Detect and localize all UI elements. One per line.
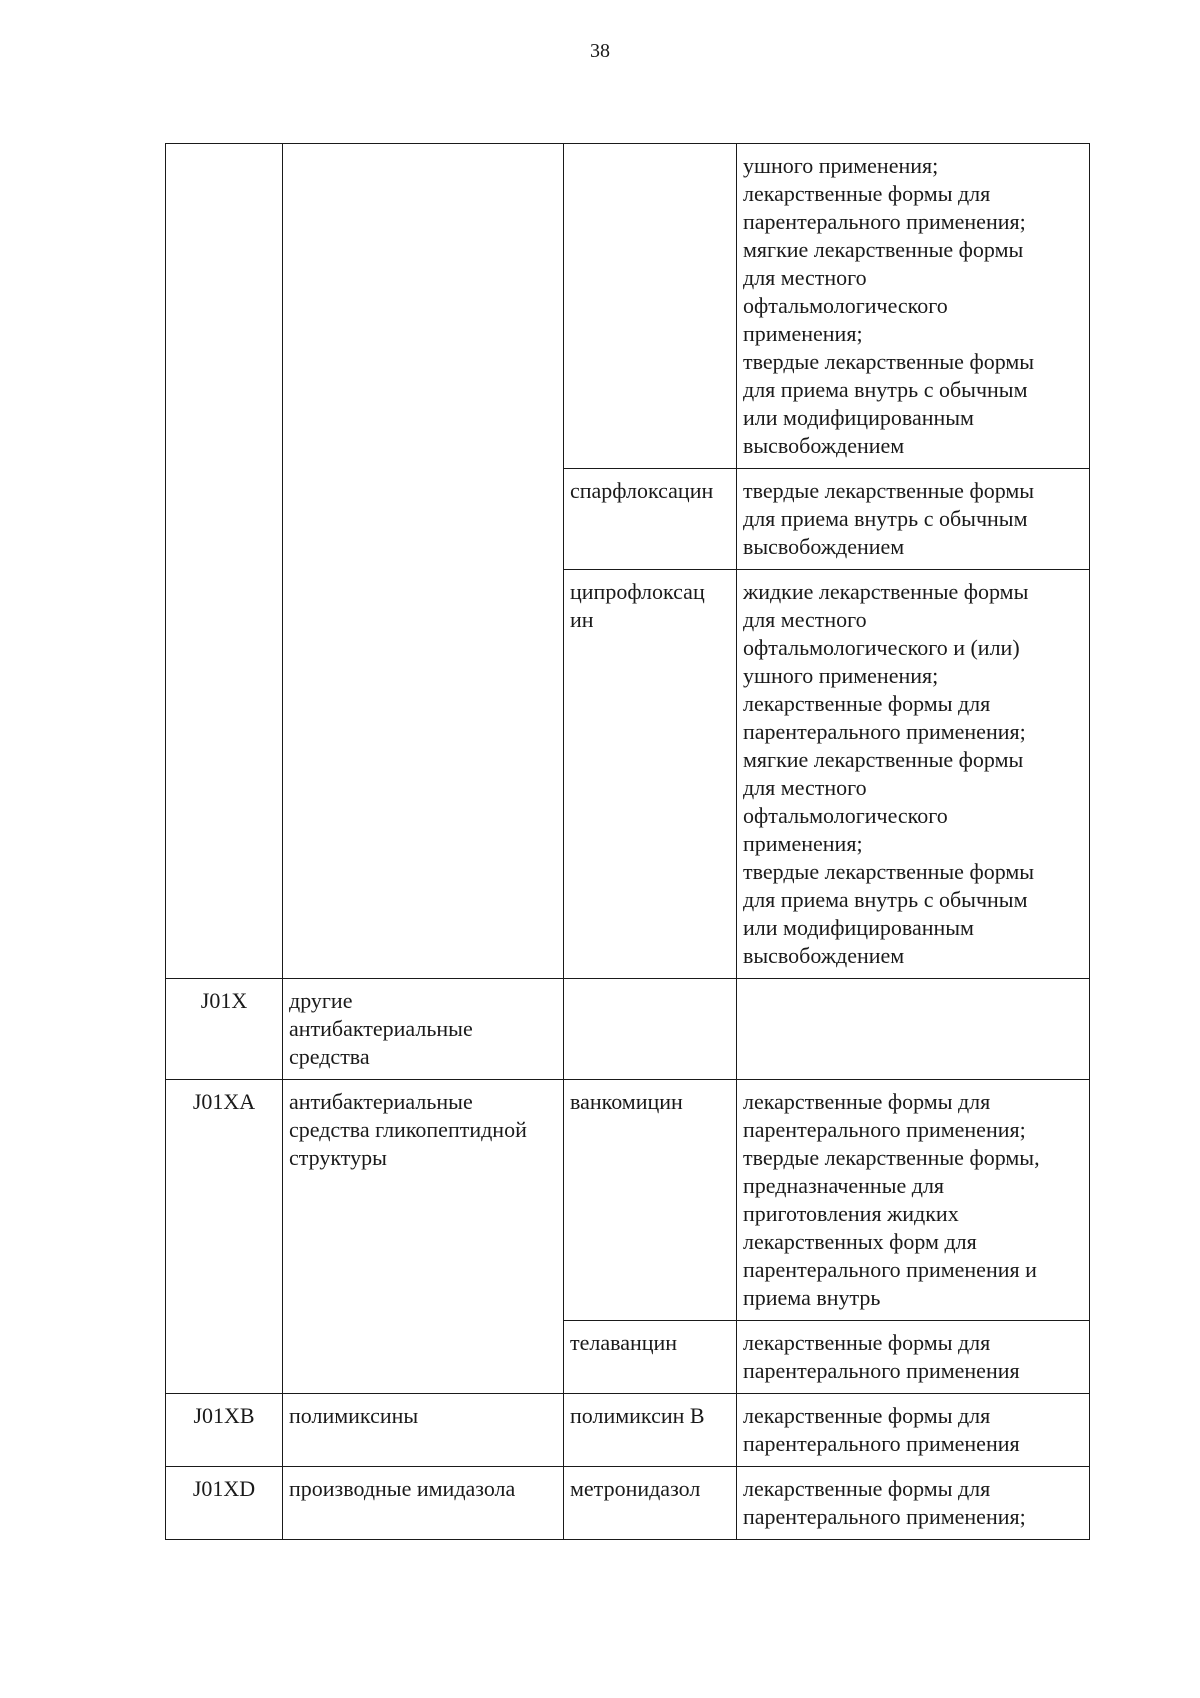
dosage-forms-cell: лекарственные формы для парентерального применения; (737, 1467, 1090, 1540)
drug-name-cell: полимиксин В (564, 1394, 737, 1467)
drug-name-cell: ципрофлоксац ин (564, 570, 737, 979)
group-name-cell: антибактериальные средства гликопептидной структуры (283, 1080, 564, 1394)
drug-name-cell (564, 144, 737, 469)
atc-code-cell (166, 144, 283, 979)
dosage-forms-cell: лекарственные формы для парентерального применения (737, 1321, 1090, 1394)
dosage-forms-cell (737, 979, 1090, 1080)
dosage-forms-cell: ушного применения; лекарственные формы для парентерального применения; мягкие лекарственные формы для местного офтальмологического применения; твердые лекарственные формы для приема внутрь с обычным или модифицированным высвобождением (737, 144, 1090, 469)
drug-table (165, 143, 1090, 1540)
atc-code-cell: J01XA (166, 1080, 283, 1394)
group-name-cell (283, 144, 564, 979)
group-name-cell: другие антибактериальные средства (283, 979, 564, 1080)
drug-name-cell: телаванцин (564, 1321, 737, 1394)
atc-code-cell: J01XD (166, 1467, 283, 1540)
group-name-cell: производные имидазола (283, 1467, 564, 1540)
drug-name-cell: ванкомицин (564, 1080, 737, 1321)
dosage-forms-cell: лекарственные формы для парентерального применения; твердые лекарственные формы, предназначенные для приготовления жидких лекарственных форм для парентерального применения и приема внутрь (737, 1080, 1090, 1321)
table-row (166, 979, 1090, 1080)
table-row (166, 1394, 1090, 1467)
drug-name-cell (564, 979, 737, 1080)
dosage-forms-cell: жидкие лекарственные формы для местного офтальмологического и (или) ушного применения; лекарственные формы для парентерального применения; мягкие лекарственные формы для местного офтальмологического применения; твердые лекарственные формы для приема внутрь с обычным или модифицированным высвобождением (737, 570, 1090, 979)
atc-code-cell: J01X (166, 979, 283, 1080)
atc-code-cell: J01XB (166, 1394, 283, 1467)
table-row (166, 144, 1090, 469)
drug-name-cell: метронидазол (564, 1467, 737, 1540)
group-name-cell: полимиксины (283, 1394, 564, 1467)
table-row (166, 1467, 1090, 1540)
dosage-forms-cell: твердые лекарственные формы для приема внутрь с обычным высвобождением (737, 469, 1090, 570)
page-number: 38 (590, 40, 610, 62)
dosage-forms-cell: лекарственные формы для парентерального применения (737, 1394, 1090, 1467)
drug-name-cell: спарфлоксацин (564, 469, 737, 570)
table-row (166, 1080, 1090, 1321)
